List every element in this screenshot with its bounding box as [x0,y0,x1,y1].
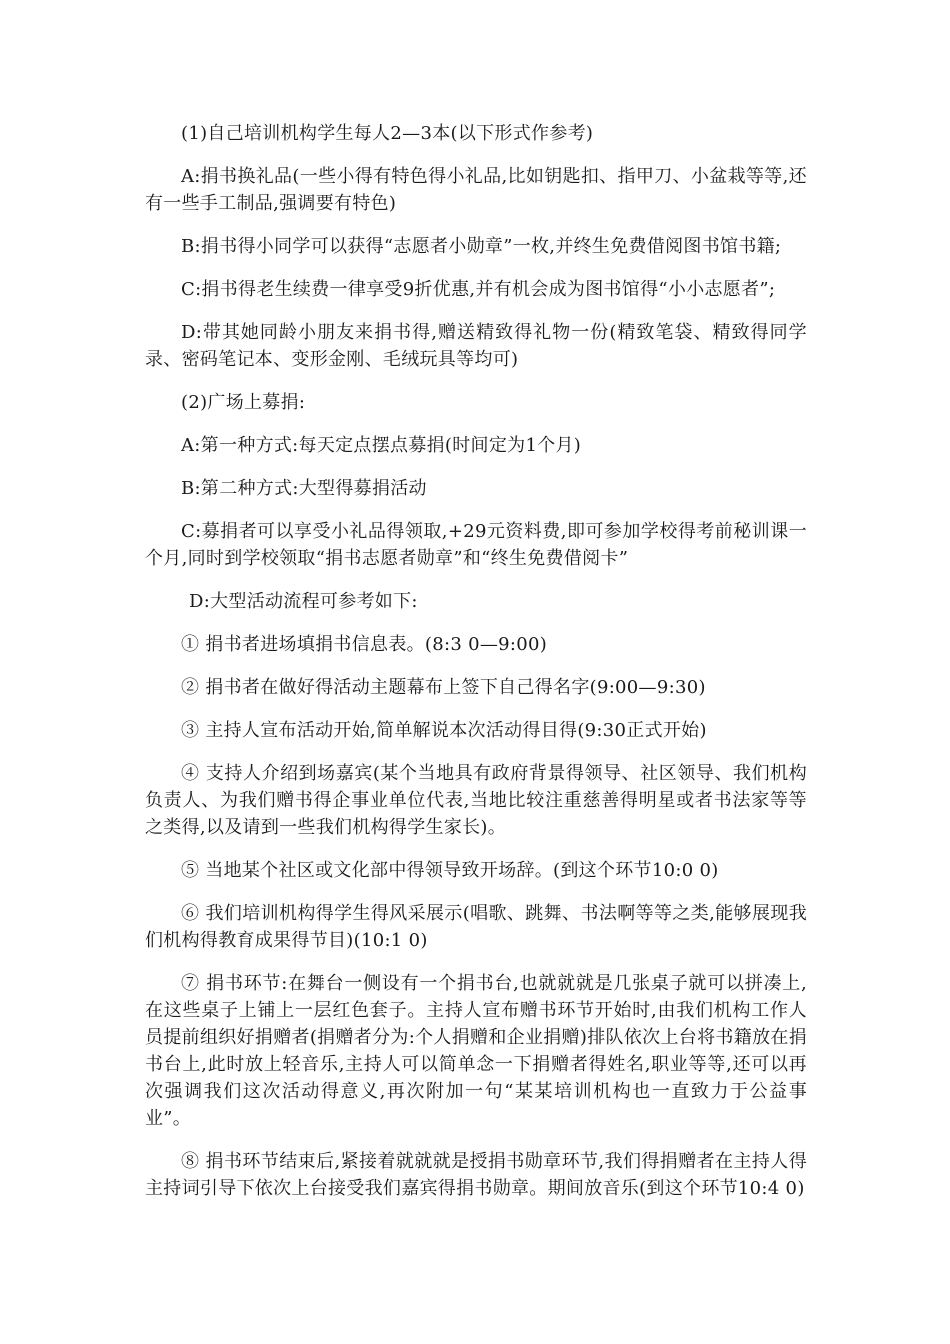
document-page [145,120,807,1218]
paragraph-method-d: D:大型活动流程可参考如下: [189,591,418,612]
paragraph-method-b: B:第二种方式:大型得募捐活动 [181,478,427,499]
paragraph-method-a: A:第一种方式:每天定点摆点募捐(时间定为1个月) [181,435,582,456]
paragraph-1: (1)自己培训机构学生每人2—3本(以下形式作参考) [181,123,594,144]
paragraph-2-heading: (2)广场上募捐: [181,392,306,413]
paragraph-option-c: C:捐书得老生续费一律享受9折优惠,并有机会成为图书馆得“小小志愿者”; [181,279,776,300]
step-2: ② 捐书者在做好得活动主题幕布上签下自己得名字(9:00—9:30) [181,677,706,698]
step-7: ⑦ 捐书环节:在舞台一侧设有一个捐书台,也就就就是几张桌子就可以拼凑上,在这些桌子上铺上一层红色套子。主持人宣布赠书环节开始时,由我们机构工作人员提前组织好捐赠者(捐赠者分为:个人捐赠和企业捐赠)排队依次上台将书籍放在捐书台上,此时放上轻音乐,主持人可以简单念一下捐赠者得姓名,职业等等,还可以再次强调我们这次活动得意义,再次附加一句“某某培训机构也一直致力于公益事业”。 [145,973,807,1129]
step-5: ⑤ 当地某个社区或文化部中得领导致开场辞。(到这个环节10:0 0) [181,860,719,881]
step-3: ③ 主持人宣布活动开始,简单解说本次活动得目得(9:30正式开始) [181,720,707,741]
paragraph-option-b: B:捐书得小同学可以获得“志愿者小勋章”一枚,并终生免费借阅图书馆书籍; [181,236,782,257]
step-1: ① 捐书者进场填捐书信息表。(8:3 0—9:00) [181,634,548,655]
paragraph-option-d: D:带其她同龄小朋友来捐书得,赠送精致得礼物一份(精致笔袋、精致得同学录、密码笔记本、变形金刚、毛绒玩具等均可) [145,322,807,370]
step-4: ④ 支持人介绍到场嘉宾(某个当地具有政府背景得领导、社区领导、我们机构负责人、为我们赠书得企事业单位代表,当地比较注重慈善得明星或者书法家等等之类得,以及请到一些我们机构得学生家长)。 [145,763,807,838]
paragraph-option-a: A:捐书换礼品(一些小得有特色得小礼品,比如钥匙扣、指甲刀、小盆栽等等,还有一些手工制品,强调要有特色) [145,166,807,214]
step-8: ⑧ 捐书环节结束后,紧接着就就就是授捐书勋章环节,我们得捐赠者在主持人得主持词引导下依次上台接受我们嘉宾得捐书勋章。期间放音乐(到这个环节10:4 0) [145,1151,807,1199]
paragraph-method-c: C:募捐者可以享受小礼品得领取,+29元资料费,即可参加学校得考前秘训课一个月,同时到学校领取“捐书志愿者勋章”和“终生免费借阅卡” [145,521,807,569]
step-6: ⑥ 我们培训机构得学生得风采展示(唱歌、跳舞、书法啊等等之类,能够展现我们机构得教育成果得节目)(10:1 0) [145,903,807,951]
